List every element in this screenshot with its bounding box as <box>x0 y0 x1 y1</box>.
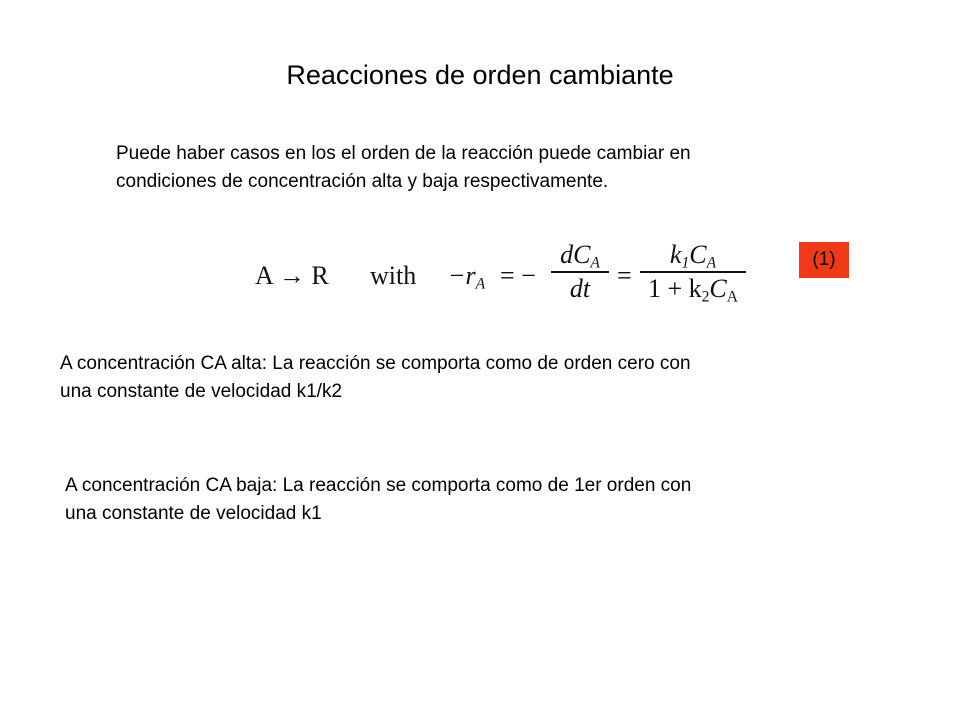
low-line-2: una constante de velocidad k1 <box>65 503 322 524</box>
fraction-dca-dt <box>551 240 609 304</box>
fraction-bar <box>551 271 609 273</box>
equation-equals: = <box>617 261 632 290</box>
high-line-2: una constante de velocidad k1/k2 <box>60 381 343 402</box>
low-line-1: A concentración CA baja: La reacción se comporta como de 1er orden con <box>65 475 692 496</box>
equation-with: with <box>370 261 417 290</box>
equation-rate-term: $-r_A$ <box>448 261 486 293</box>
high-concentration-paragraph <box>60 350 880 406</box>
intro-paragraph <box>116 140 856 196</box>
fraction-k1ca-denominator: $1 + k_2C_A$ <box>647 274 739 306</box>
slide-title: Reacciones de orden cambiante <box>286 60 674 90</box>
intro-line-1: Puede haber casos en los el orden de la reacción puede cambiar en <box>116 143 691 164</box>
equation-number-badge: (1) <box>799 242 849 278</box>
fraction-k1ca <box>640 240 746 304</box>
fraction-bar <box>640 271 746 273</box>
high-line-1: A concentración CA alta: La reacción se comporta como de orden cero con <box>60 353 691 374</box>
fraction-dca-numerator: $dC_A$ <box>560 240 600 272</box>
fraction-dt-denominator: dt <box>569 274 591 303</box>
equation-reaction: A → R <box>255 261 329 290</box>
rate-equation <box>255 238 755 318</box>
fraction-k1ca-numerator: $k_1C_A$ <box>669 240 717 272</box>
low-concentration-paragraph <box>65 472 875 528</box>
intro-line-2: condiciones de concentración alta y baja respectivamente. <box>116 171 609 192</box>
equation-equals-minus: = − <box>500 261 536 290</box>
